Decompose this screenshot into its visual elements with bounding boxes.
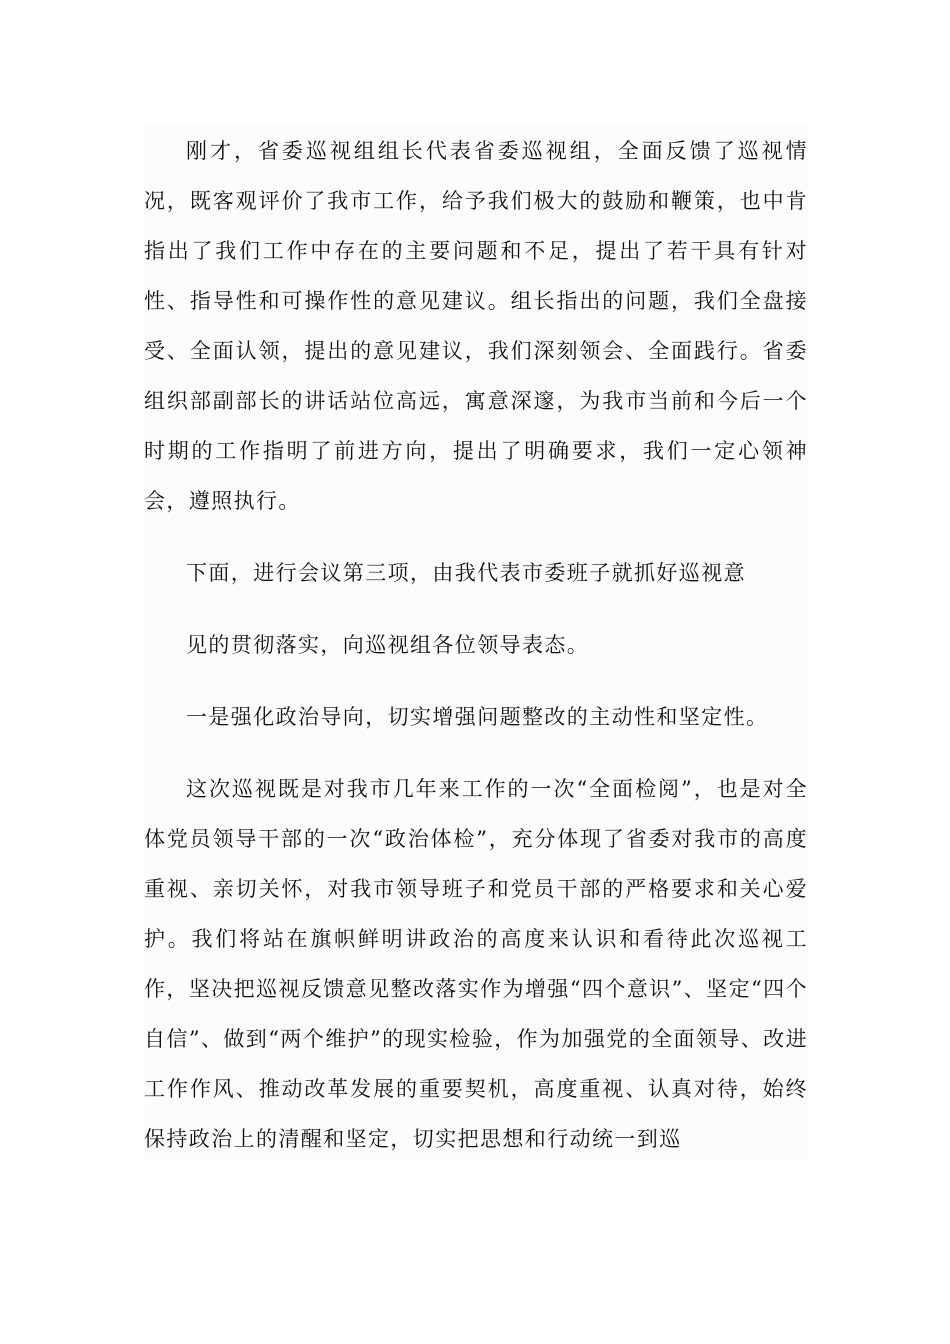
paragraph-feedback-response: 刚才，省委巡视组组长代表省委巡视组，全面反馈了巡视情况，既客观评价了我市工作，给予我们极大的鼓励和鞭策，也中肯指出了我们工作中存在的主要问题和不足，提出了若干具有针对性、指导性和可操作性的意见建议。组长指出的问题，我们全盘接受、全面认领，提出的意见建议，我们深刻领会、全面践行。省委组织部副部长的讲话站位高远，寓意深邃，为我市当前和今后一个时期的工作指明了前进方向，提出了明确要求，我们一定心领神会，遵照执行。 bbox=[144, 139, 808, 513]
paragraph-inspection-significance: 这次巡视既是对我市几年来工作的一次“全面检阅”，也是对全体党员领导干部的一次“政治体检”，充分体现了省委对我市的高度重视、亲切关怀，对我市领导班子和党员干部的严格要求和关心爱护。我们将站在旗帜鲜明讲政治的高度来认识和看待此次巡视工作，坚决把巡视反馈意见整改落实作为增强“四个意识”、坚定“四个自信”、做到“两个维护”的现实检验，作为加强党的全面领导、改进工作作风、推动改革发展的重要契机，高度重视、认真对待，始终保持政治上的清醒和坚定，切实把思想和行动统一到巡 bbox=[144, 777, 808, 1151]
paragraph-agenda-item: 下面，进行会议第三项，由我代表市委班子就抓好巡视意 bbox=[186, 561, 746, 585]
section-heading-political-orientation: 一是强化政治导向，切实增强问题整改的主动性和坚定性。 bbox=[186, 705, 769, 729]
document-text-block bbox=[144, 124, 808, 1160]
paragraph-agenda-item-continued: 见的贯彻落实，向巡视组各位领导表态。 bbox=[186, 633, 590, 657]
